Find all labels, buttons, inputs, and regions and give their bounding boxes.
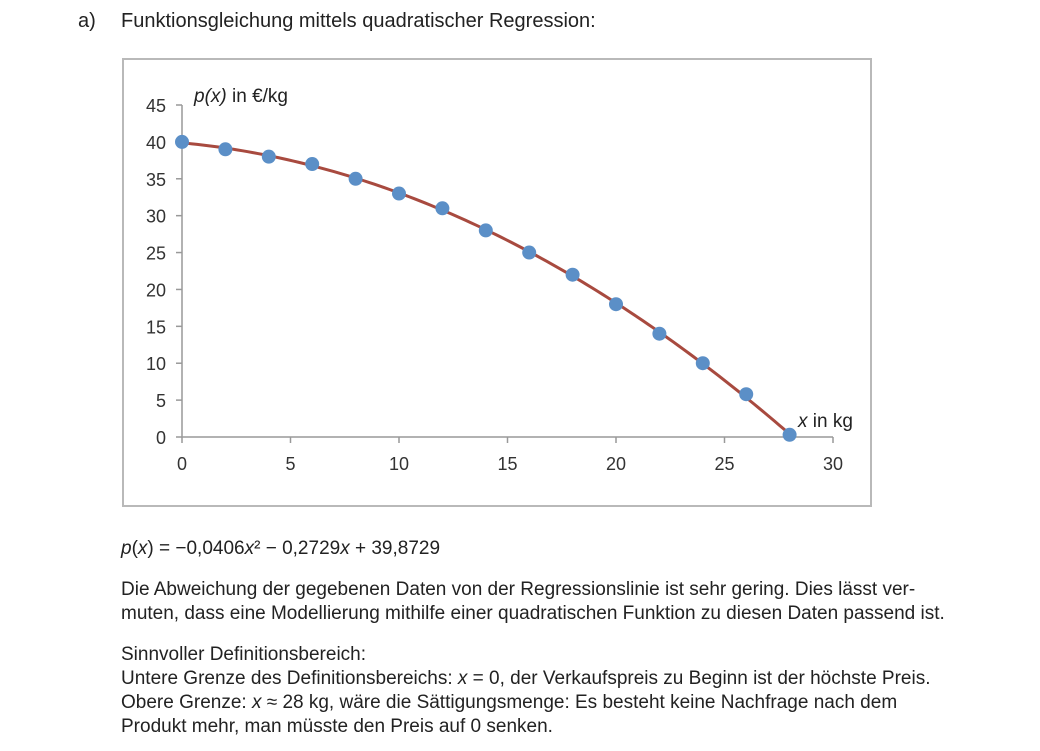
x-tick-label: 5 — [285, 454, 296, 474]
data-point — [566, 268, 580, 282]
formula-paren: ( — [131, 538, 138, 559]
y-tick-label: 0 — [155, 428, 166, 448]
formula-end: + 39,8729 — [349, 538, 441, 559]
para2-line3-var: x — [251, 692, 262, 713]
para2-line3 — [121, 691, 1001, 715]
para1-line1: Die Abweichung der gegebenen Daten von der Regressionslinie ist sehr gering. Dies lässt ver- — [121, 579, 916, 600]
data-point — [392, 187, 406, 201]
x-tick-label: 30 — [822, 454, 844, 474]
x-tick-label: 0 — [176, 454, 188, 474]
y-tick-label: 30 — [145, 206, 166, 227]
regression-curve — [182, 143, 790, 434]
chart-frame — [122, 58, 872, 507]
para1-line2: muten, dass eine Modellierung mithilfe einer quadratischen Funktion zu diesen Daten passend ist. — [121, 603, 945, 624]
y-tick-label: 25 — [145, 243, 166, 264]
data-point — [522, 246, 536, 260]
x-tick-label: 20 — [605, 454, 627, 474]
y-tick-label: 45 — [145, 96, 166, 116]
data-point — [305, 157, 319, 171]
data-point — [479, 223, 493, 237]
y-axis-label-rest: in €/kg — [226, 86, 288, 107]
y-tick-label: 5 — [155, 391, 166, 412]
domain-paragraph — [121, 643, 1001, 739]
x-axis-label-rest: in kg — [807, 411, 853, 432]
x-axis-label-var: x — [798, 411, 808, 432]
x-tick-label: 15 — [497, 454, 518, 474]
y-tick-label: 40 — [145, 132, 166, 153]
section-heading: Funktionsgleichung mittels quadratischer Regression: — [121, 10, 596, 32]
data-point — [739, 387, 753, 401]
data-point — [696, 356, 710, 370]
x-tick-label: 10 — [388, 454, 410, 474]
y-tick-label: 10 — [145, 354, 166, 375]
formula-var2: x — [244, 538, 255, 559]
formula-var3: x — [340, 538, 350, 559]
regression-formula — [121, 537, 440, 561]
y-axis-label — [193, 86, 288, 107]
para2-line3-a: Obere Grenze: — [121, 692, 252, 713]
formula-var: x — [137, 538, 148, 559]
data-point — [609, 297, 623, 311]
formula-mid: ) = −0,0406 — [147, 538, 245, 559]
y-axis-label-var: p(x) — [194, 86, 227, 107]
data-point — [218, 142, 232, 156]
data-point — [262, 150, 276, 164]
data-points — [175, 135, 797, 442]
para2-line2 — [121, 667, 1001, 691]
x-tick-label: 25 — [714, 454, 735, 474]
y-tick-label: 35 — [145, 169, 166, 190]
y-tick-label: 20 — [145, 280, 166, 301]
data-point — [349, 172, 363, 186]
explanation-paragraph — [121, 578, 1001, 626]
formula-lhs: p — [121, 538, 132, 559]
para2-line2-b: = 0, der Verkaufspreis zu Beginn ist der höchste Preis. — [467, 668, 931, 689]
x-axis-label — [797, 411, 853, 432]
data-point — [652, 327, 666, 341]
para2-line3-b: ≈ 28 kg, wäre die Sättigungsmenge: Es besteht keine Nachfrage nach dem — [261, 692, 898, 713]
regression-chart — [124, 60, 870, 505]
section-label: a) — [78, 10, 96, 32]
data-point — [435, 201, 449, 215]
data-point — [175, 135, 189, 149]
para2-line2-a: Untere Grenze des Definitionsbereichs: — [121, 668, 458, 689]
y-tick-label: 15 — [145, 317, 166, 338]
data-point — [783, 428, 797, 442]
para2-line1: Sinnvoller Definitionsbereich: — [121, 644, 367, 665]
formula-mid2: ² − 0,2729 — [254, 538, 341, 559]
para2-line2-var: x — [457, 668, 468, 689]
para2-line4: Produkt mehr, man müsste den Preis auf 0 senken. — [121, 716, 553, 737]
